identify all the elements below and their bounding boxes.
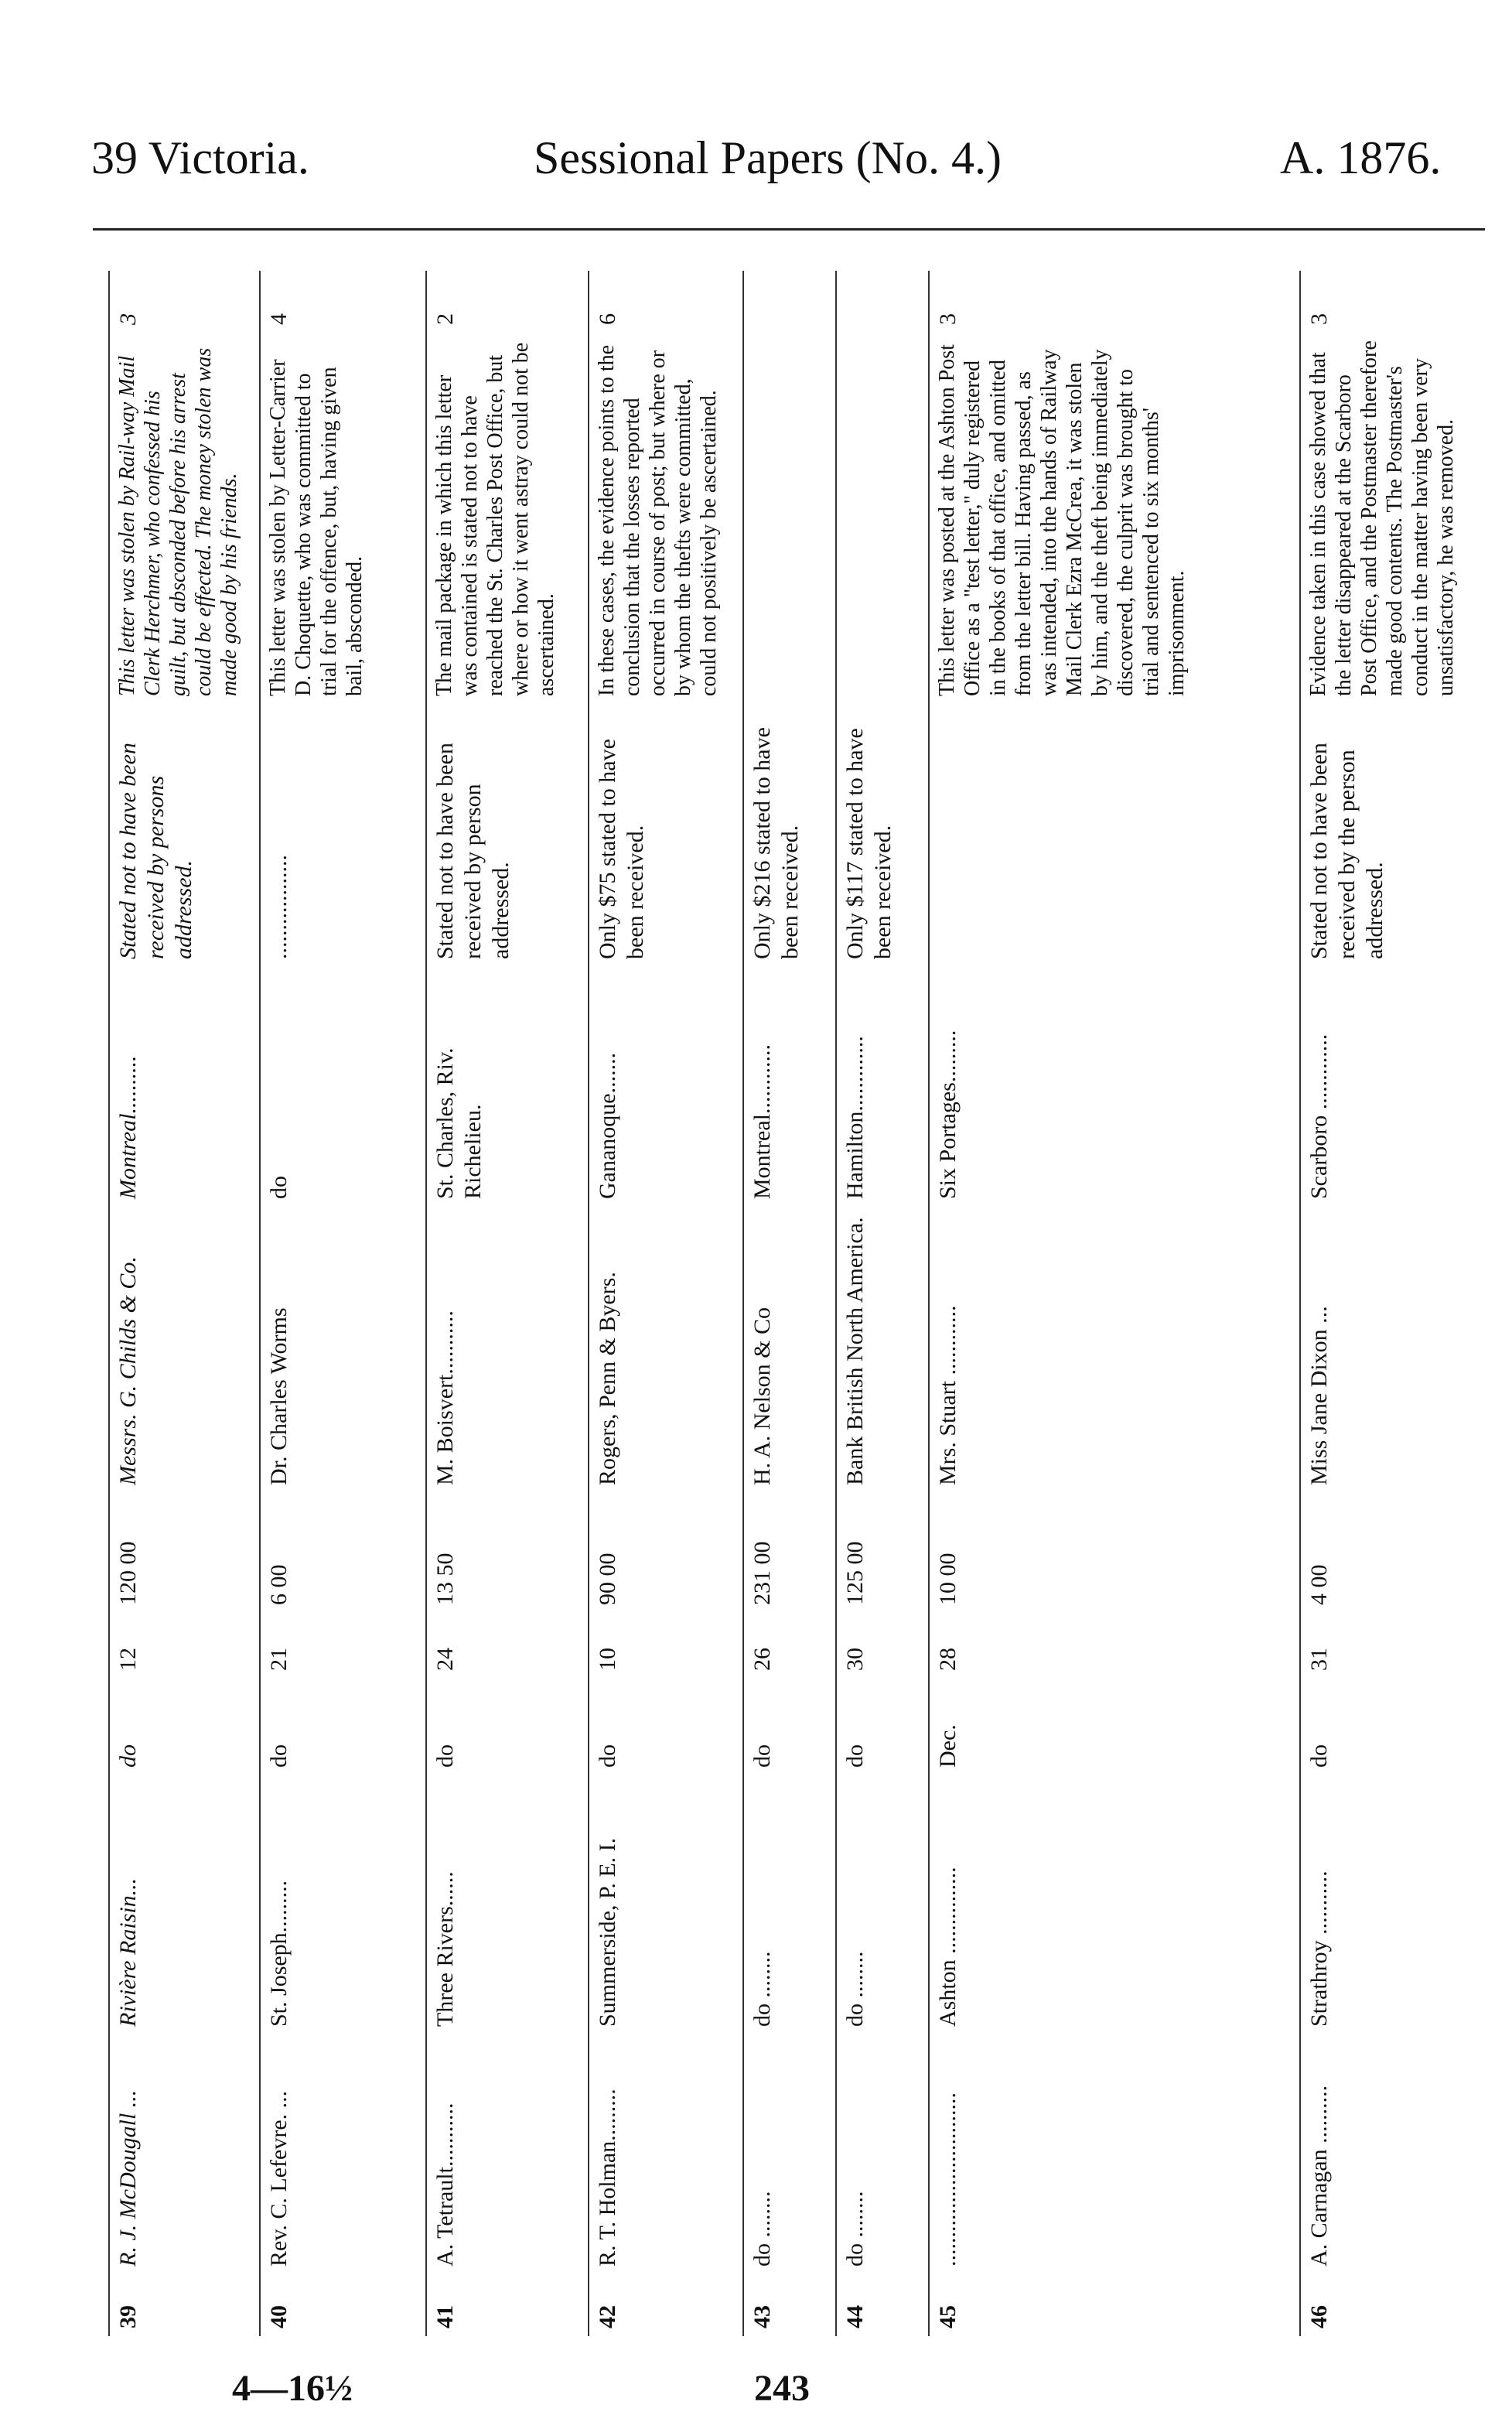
cell-day: 10 (595, 1648, 620, 1671)
cell-dest: Montreal............ (749, 1044, 775, 1199)
cell-status: Stated not to have been received by person addressed. (432, 736, 514, 959)
cell-dest: do (266, 1176, 292, 1199)
cell-no: 44 (842, 2305, 868, 2328)
table-row (742, 271, 803, 2336)
cell-remarks: This letter was stolen by Letter-Carrier D. Choquette, who was committed to trial for the offence, but, having given bail, absconded. (266, 354, 367, 696)
session-label: 39 Victoria. (91, 132, 309, 183)
cell-month: do (115, 1744, 141, 1768)
cell-from: Summerside, P. E. I. (595, 1837, 620, 2027)
cell-day: 30 (842, 1648, 868, 1671)
cell-name: R. J. McDougall ... (115, 2089, 141, 2267)
table-row (928, 271, 1189, 2336)
cell-name: .............................. (935, 2092, 961, 2267)
cell-no: 46 (1306, 2305, 1332, 2328)
cell-remarks: Evidence taken in this case showed that the letter disappeared at the Scarboro Post Office, and the Postmaster therefore made good contents. The Postmaster's conduct in the matter having been very unsatisfactory, he was removed. (1306, 335, 1458, 696)
cell-amount: 4 00 (1306, 1564, 1332, 1605)
cell-ref: 3 (1306, 313, 1332, 325)
cell-no: 39 (115, 2305, 141, 2328)
cell-amount: 231 00 (749, 1541, 775, 1605)
cell-dest: St. Charles, Riv. Richelieu. (432, 1041, 486, 1199)
table-row (588, 271, 721, 2336)
cell-day: 31 (1306, 1648, 1332, 1671)
cell-status: Only $216 stated to have been received. (749, 721, 803, 959)
cell-name: A. Carnagan .......... (1306, 2085, 1332, 2267)
cell-from: do ........ (842, 1951, 868, 2027)
cell-status: Only $117 stated to have been received. (842, 722, 896, 959)
cell-ref: 3 (935, 313, 961, 325)
cell-month: do (749, 1744, 775, 1768)
year-label: A. 1876. (1280, 132, 1442, 183)
cell-to: M. Boisvert........... (432, 1310, 458, 1485)
cell-day: 26 (749, 1648, 775, 1671)
cell-name: Rev. C. Lefevre. ... (266, 2090, 292, 2267)
cell-day: 12 (115, 1648, 141, 1671)
cell-month: do (1306, 1744, 1332, 1768)
cell-dest: Montreal.......... (115, 1055, 141, 1199)
cell-to: H. A. Nelson & Co (749, 1307, 775, 1485)
cell-month: do (432, 1744, 458, 1768)
cell-dest: Six Portages......... (935, 1030, 961, 1199)
cell-to: Dr. Charles Worms (266, 1307, 292, 1485)
cell-dest: Hamilton............. (842, 1036, 868, 1199)
cell-month: do (842, 1744, 868, 1768)
cell-day: 24 (432, 1648, 458, 1671)
table-row (108, 271, 241, 2336)
cell-month: Dec. (935, 1724, 961, 1768)
cell-status: .................. (266, 855, 292, 959)
cell-no: 45 (935, 2305, 961, 2328)
table-row (835, 271, 896, 2336)
cell-to: Messrs. G. Childs & Co. (115, 1256, 141, 1485)
cell-remarks: This letter was posted at the Ashton Post Office as a "test letter," duly registered in the books of that office, and omitted from the letter bill. Having passed, as was intended, into the hands of Railway Mail Clerk Ezra McCrea, it was stolen by him, and the theft being immediately discovered, the culprit was brought to trial and sentenced to six months' imprisonment. (935, 339, 1189, 696)
cell-amount: 6 00 (266, 1564, 292, 1605)
header-rule (93, 228, 1485, 231)
cell-dest: Gananoque....... (595, 1052, 620, 1199)
cell-no: 42 (595, 2305, 620, 2328)
cell-status: Only $75 stated to have been received. (595, 733, 648, 959)
cell-to: Miss Jane Dixon ... (1306, 1306, 1332, 1485)
cell-no: 43 (749, 2305, 775, 2328)
cell-remarks: In these cases, the evidence points to the conclusion that the losses reported occurred in course of post; but where or by whom the thefts were committed, could not positively be ascertained. (595, 339, 721, 696)
page-number: 243 (754, 2368, 810, 2409)
cell-day: 28 (935, 1648, 961, 1671)
table-row (259, 271, 367, 2336)
cell-remarks: The mail package in which this letter was contained is stated not to have reached the St. Charles Post Office, but where or how it went astray could not be ascertained. (432, 336, 558, 696)
cell-amount: 120 00 (115, 1541, 141, 1605)
cell-dest: Scarboro ............. (1306, 1033, 1332, 1199)
cell-amount: 125 00 (842, 1541, 868, 1605)
registered-letters-table (93, 271, 1485, 2336)
cell-name: R. T. Holman......... (595, 2089, 620, 2267)
cell-to: Rogers, Penn & Byers. (595, 1272, 620, 1485)
cell-ref: 6 (595, 313, 620, 325)
cell-no: 40 (266, 2305, 292, 2328)
document-title: Sessional Papers (No. 4.) (534, 132, 1002, 183)
cell-month: do (595, 1744, 620, 1768)
cell-remarks: This letter was stolen by Rail-way Mail Clerk Herchmer, who confessed his guilt, but absconded before his arrest could be effected. The money stolen was made good by his friends. (115, 342, 241, 696)
cell-name: A. Tetrault........... (432, 2103, 458, 2267)
cell-from: do ........ (749, 1951, 775, 2027)
cell-to: Mrs. Stuart ............ (935, 1305, 961, 1485)
cell-from: Three Rivers...... (432, 1871, 458, 2027)
table-row (1299, 271, 1458, 2336)
table-row (425, 271, 558, 2336)
cell-day: 21 (266, 1648, 292, 1671)
cell-ref: 4 (266, 313, 292, 325)
cell-amount: 90 00 (595, 1553, 620, 1605)
cell-ref: 2 (432, 313, 458, 325)
cell-ref: 3 (115, 313, 141, 325)
cell-name: do ........ (842, 2191, 868, 2267)
cell-to: Bank British North America. (842, 1217, 868, 1485)
cell-from: St. Joseph......... (266, 1880, 292, 2027)
cell-from: Strathroy ........... (1306, 1870, 1332, 2027)
cell-amount: 13 50 (432, 1553, 458, 1605)
cell-status: Stated not to have been received by persons addressed. (115, 736, 196, 959)
cell-name: do ........ (749, 2191, 775, 2267)
cell-from: Ashton ............... (935, 1867, 961, 2027)
cell-amount: 10 00 (935, 1553, 961, 1605)
page-signature: 4—16½ (232, 2368, 353, 2409)
cell-status: Stated not to have been received by the person addressed. (1306, 736, 1387, 959)
cell-from: Rivière Raisin... (115, 1877, 141, 2027)
cell-no: 41 (432, 2305, 458, 2328)
page-header (0, 132, 1512, 193)
cell-month: do (266, 1744, 292, 1768)
